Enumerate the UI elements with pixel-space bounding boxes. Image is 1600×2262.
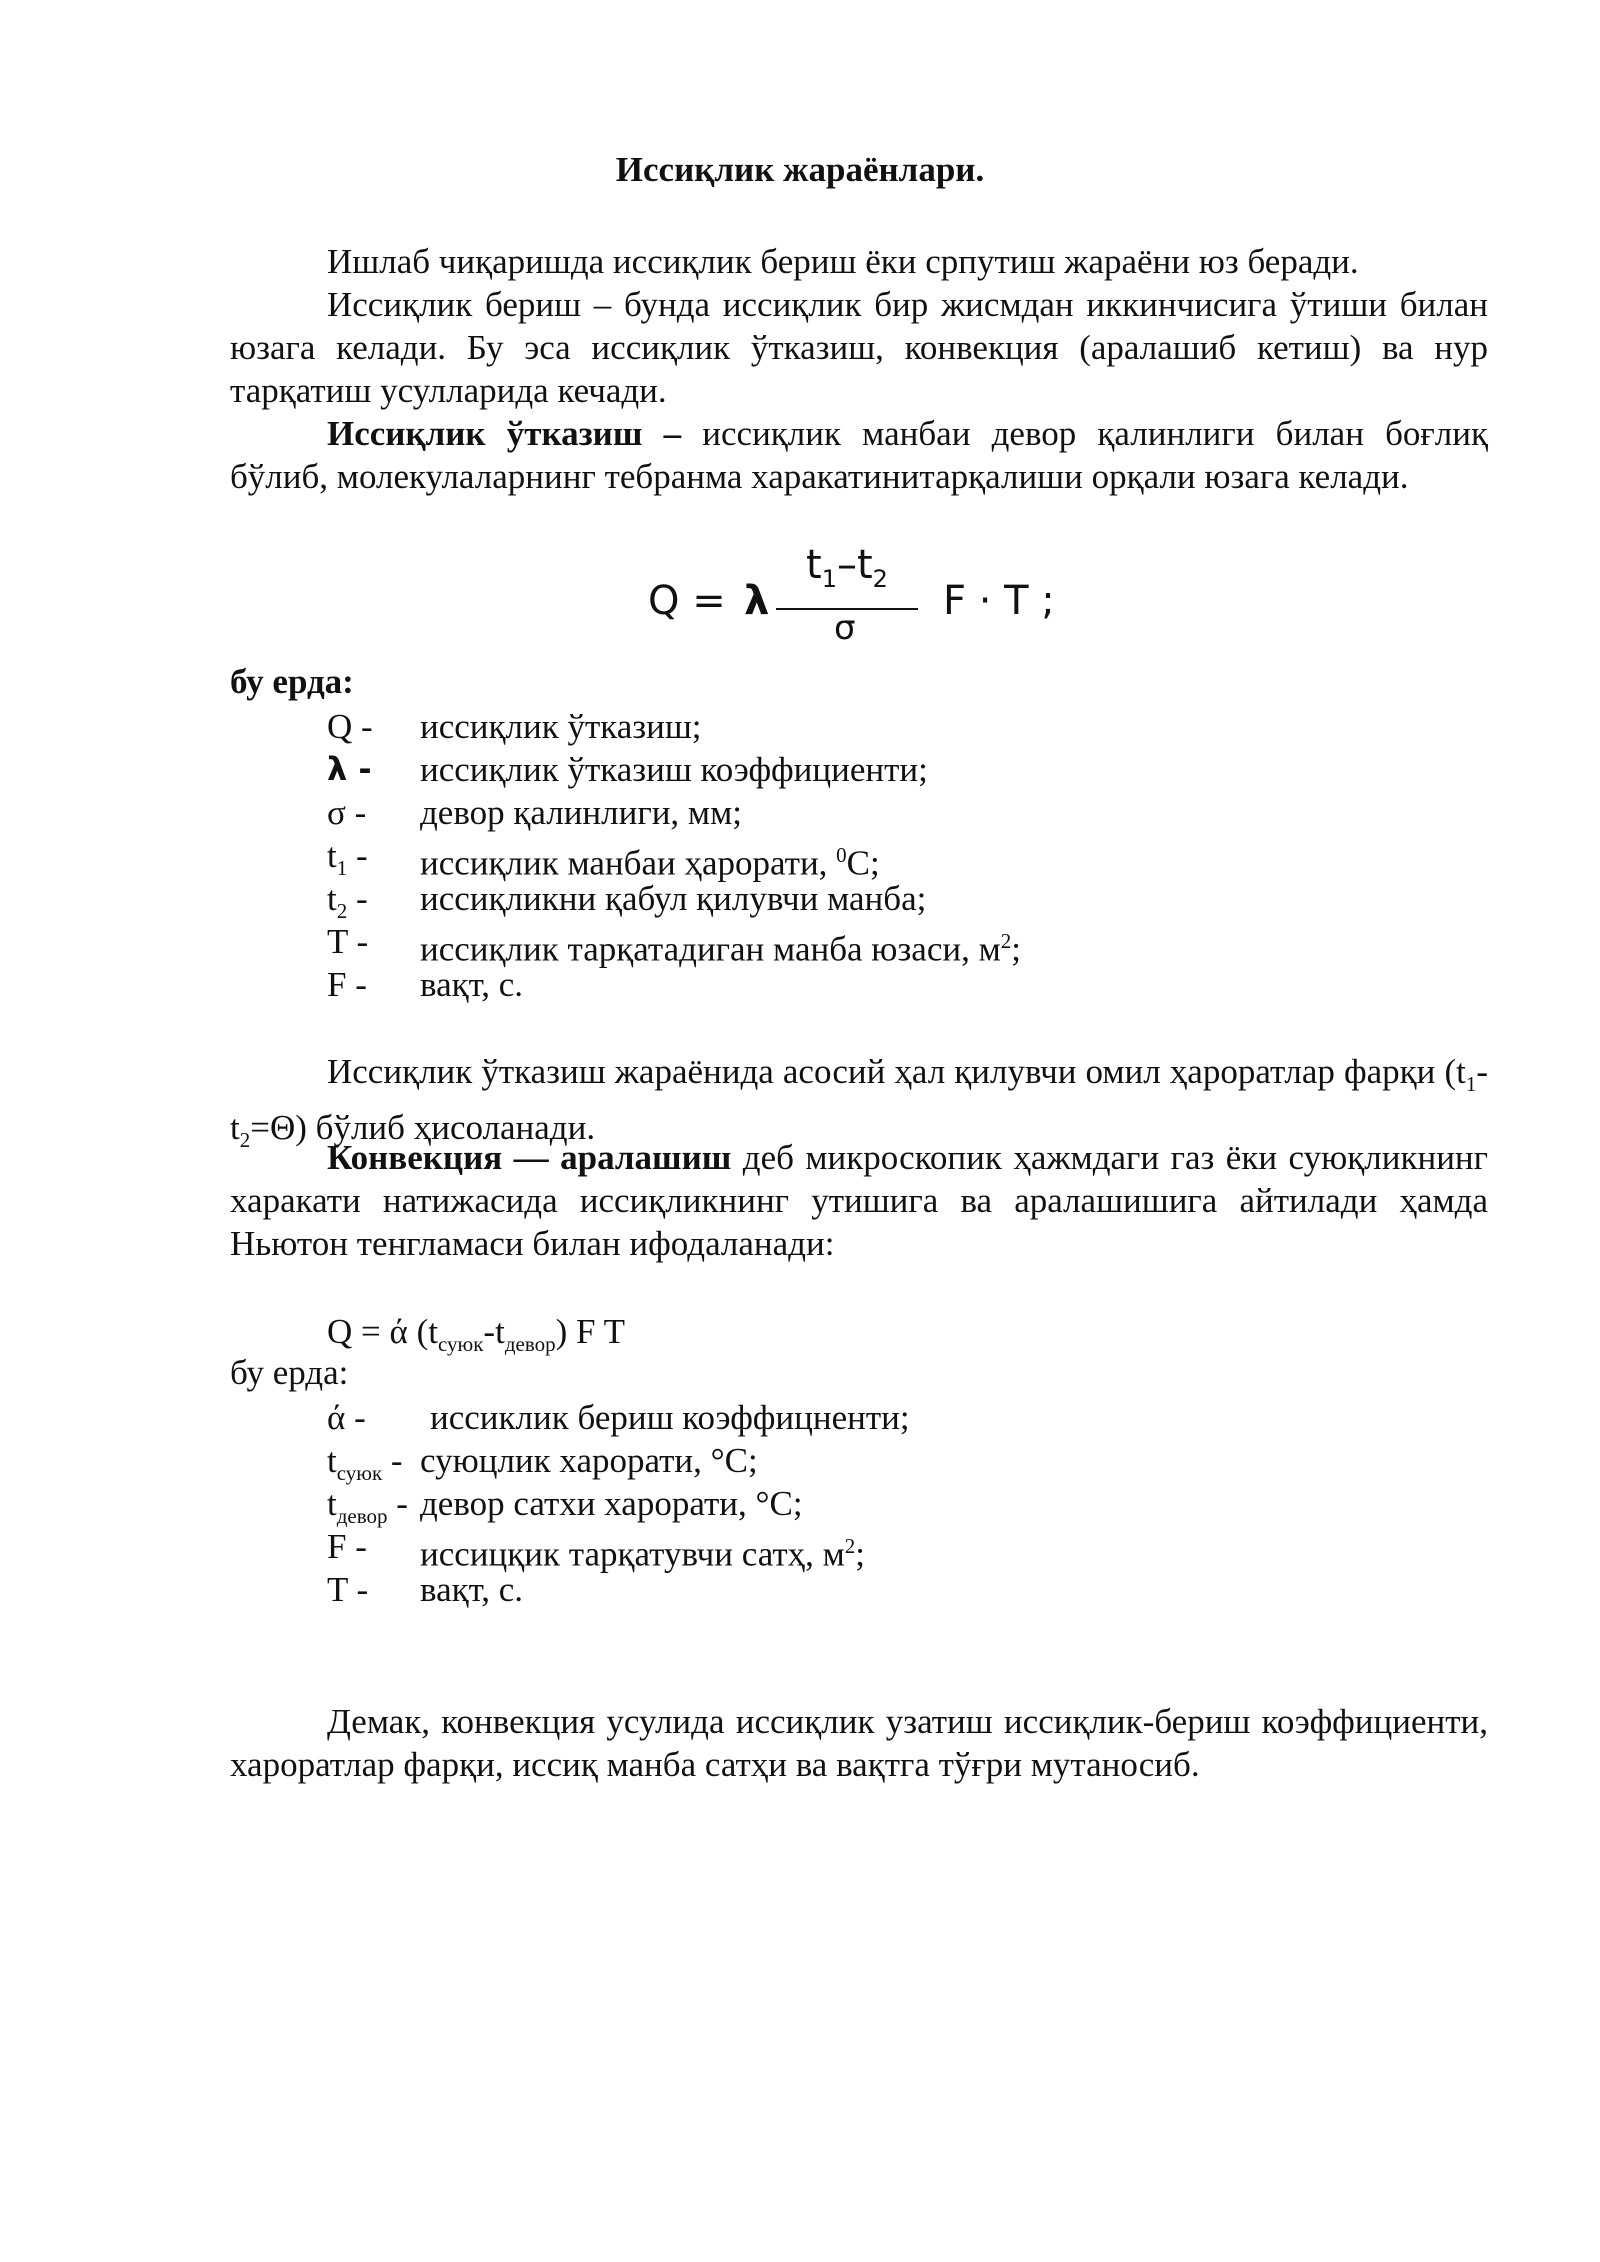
definition-symbol: $t_{девор}$ - xyxy=(327,1484,408,1528)
definition-text: иссиқликни қабул қилувчи манба; xyxy=(420,879,927,918)
intro-paragraph-1 xyxy=(230,240,1488,283)
heat-conduction-formula xyxy=(648,542,1068,660)
mid-paragraph-1: Иссиқлик ўтказиш жараёнида асосий ҳал қилувчи омил ҳароратлар фарқи $(t_1-t_2=\Theta)$ бўлиб ҳисоланади. xyxy=(230,1052,1488,1152)
page-title: Иссиқлик жараёнлари. xyxy=(615,150,985,189)
definition-symbol: T - xyxy=(327,1570,369,1609)
term-convection: Конвекция — аралашиш xyxy=(327,1138,732,1177)
where-label-1: бу ерда: xyxy=(230,662,354,701)
conclusion-text: Демак, конвекция усулида иссиқлик узатиш иссиқлик-бериш коэффициенти, хароратлар фарқи, иссиқ манба сатҳи ва вақтга тўғри мутаносиб. xyxy=(230,1702,1488,1784)
definition-text: иссиқлик манбаи ҳарорати, $^0$С; xyxy=(420,843,880,883)
formula-lhs: Q = xyxy=(648,578,726,624)
definition-symbol: F - xyxy=(327,965,367,1004)
mid-text-2: деб микроскопик ҳажмдаги газ ёки суюқликнинг харакати натижасида иссиқликнинг утишига ва аралашишига айтилади ҳамда Ньютон тенгламаси билан ифодаланади: xyxy=(230,1138,1489,1263)
definition-symbol: λ - xyxy=(327,750,372,788)
formula-lambda: λ xyxy=(744,578,770,624)
conclusion-paragraph xyxy=(230,1700,1488,1786)
intro-text-2: Иссиқлик бериш – бунда иссиқлик бир жисмдан иккинчисига ўтиши билан юзага келади. Бу эса иссиқлик ўтказиш, конвекция (аралашиб кетиш) ва нур тарқатиш усулларида кечади. xyxy=(230,285,1488,410)
formula-rhs: F · T ; xyxy=(943,578,1055,624)
definition-symbol: ά - xyxy=(327,1398,366,1437)
definition-text: иссиқлик тарқатадиган манба юзаси, $м^2$; xyxy=(420,929,1021,969)
definition-symbol: σ - xyxy=(327,793,367,832)
formula-numerator: $t_1-t_2$ xyxy=(806,542,888,593)
mid-paragraph-2 xyxy=(230,1136,1488,1265)
definition-symbol: $t_2$ - xyxy=(327,879,368,923)
definition-symbol: T - xyxy=(327,922,369,961)
intro-text-3: иссиқлик манбаи девор қалинлиги билан боғлиқ бўлиб, молекулаларнинг тебранма харакатинитарқалиши орқали юзага келади. xyxy=(230,414,1488,496)
intro-paragraph-3 xyxy=(230,412,1488,498)
definition-text: девор сатхи харорати, °С; xyxy=(420,1484,803,1523)
intro-paragraph-2 xyxy=(230,283,1488,412)
definition-text: суюцлик харорати, °С; xyxy=(420,1441,758,1480)
definition-symbol: $t_{суюк}$ - xyxy=(327,1441,403,1485)
definition-text: вақт, с. xyxy=(420,965,524,1004)
newton-formula: Q = ά $(t_{суюк}-t_{девор})$ F T xyxy=(327,1312,625,1356)
definition-symbol: F - xyxy=(327,1527,367,1566)
definition-symbol: Q - xyxy=(327,707,373,746)
definition-text: девор қалинлиги, мм; xyxy=(420,793,742,832)
definition-text: иссиклик бериш коэффицненти; xyxy=(430,1398,910,1437)
definition-text: вақт, с. xyxy=(420,1570,524,1609)
definition-symbol: $t_1$ - xyxy=(327,836,368,880)
definition-text: иссицқик тарқатувчи сатҳ, $м^2$; xyxy=(420,1534,866,1574)
formula-denominator: σ xyxy=(834,608,856,648)
where-label-2: бу ерда: xyxy=(230,1353,349,1392)
definition-text: иссиқлик ўтказиш коэффициенти; xyxy=(420,750,928,789)
definition-text: иссиқлик ўтказиш; xyxy=(420,707,702,746)
term-heat-conduction: Иссиқлик ўтказиш – xyxy=(327,414,682,453)
intro-text-1: Ишлаб чиқаришда иссиқлик бериш ёки српутиш жараёни юз беради. xyxy=(327,242,1359,281)
